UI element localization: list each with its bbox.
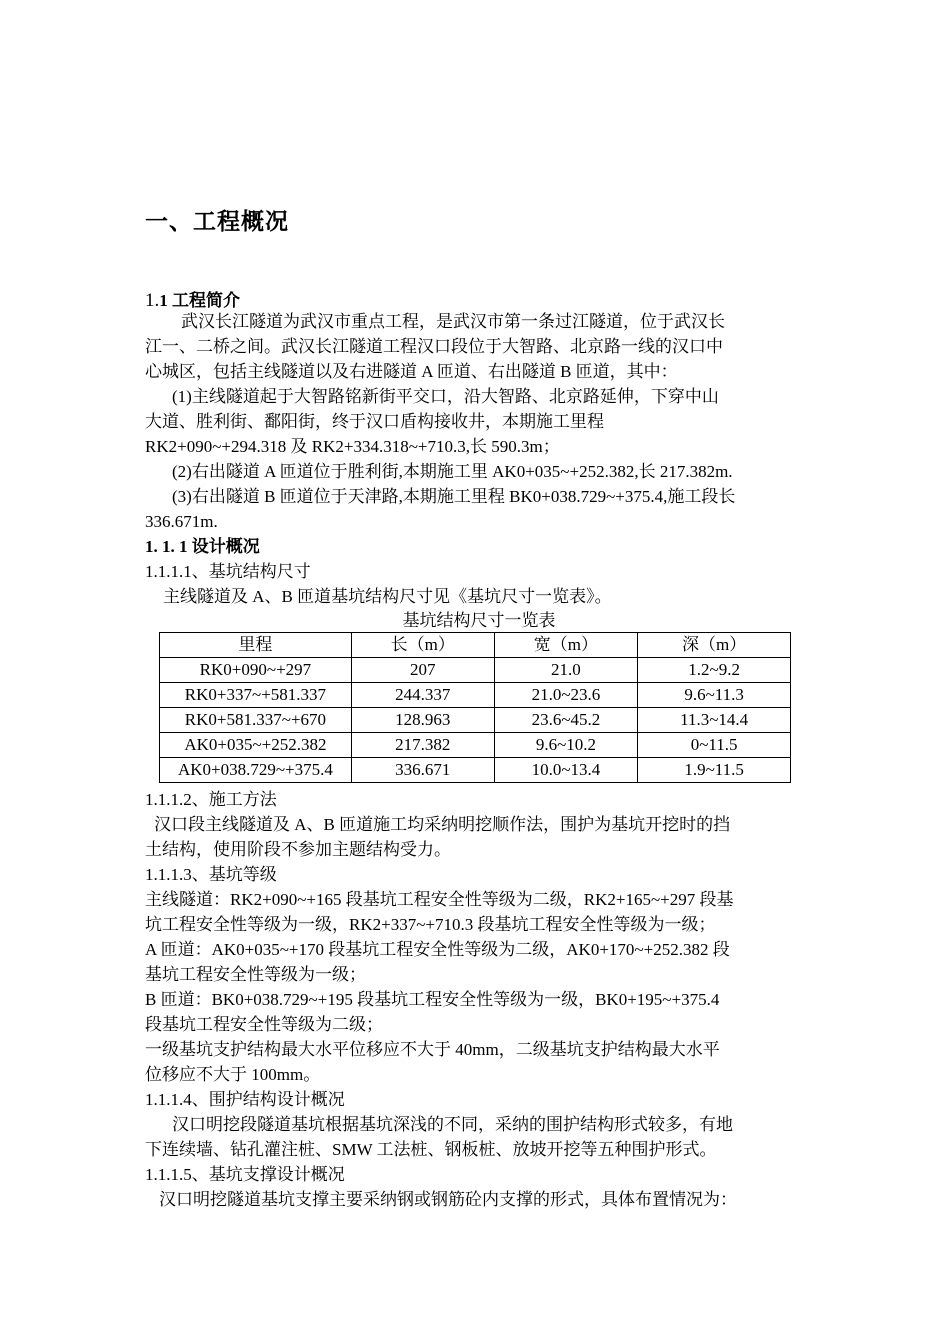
table-row: [160, 733, 791, 758]
table-cell: 9.6~10.2: [494, 733, 638, 758]
table-cell: 128.963: [351, 708, 494, 733]
table-cell: RK0+337~+581.337: [160, 683, 352, 708]
text-line: 主线隧道：RK2+090~+165 段基坑工程安全性等级为二级，RK2+165~+297 段基: [145, 890, 734, 909]
item-1-heading: 1.1.1.1、基坑结构尺寸: [145, 562, 311, 581]
design-section: [145, 534, 813, 609]
text-line: 心城区，包括主线隧道以及右进隧道 A 匝道、右出隧道 B 匝道，其中：: [145, 362, 678, 381]
table-header-cell: 深（m）: [638, 633, 791, 658]
table-row: [160, 658, 791, 683]
table-cell: AK0+035~+252.382: [160, 733, 352, 758]
text-line: 汉口明挖隧道基坑支撑主要采纳钢或钢筋砼内支撑的形式，具体布置情况为：: [159, 1190, 737, 1209]
subsection-number: 1.: [145, 290, 160, 311]
text-line: 基坑工程安全性等级为一级；: [145, 965, 366, 984]
item-2-heading: 1.1.1.2、施工方法: [145, 790, 277, 809]
table-cell: RK0+090~+297: [160, 658, 352, 683]
table-cell: 1.2~9.2: [638, 658, 791, 683]
dimension-table: [159, 632, 791, 783]
table-cell: 10.0~13.4: [494, 758, 638, 783]
table-cell: 23.6~45.2: [494, 708, 638, 733]
text-line: 一级基坑支护结构最大水平位移应不大于 40mm，二级基坑支护结构最大水平: [145, 1040, 720, 1059]
text-line: (3)右出隧道 B 匝道位于天津路,本期施工里程 BK0+038.729~+375.4,施工段长: [172, 487, 736, 506]
text-line: 坑工程安全性等级为一级，RK2+337~+710.3 段基坑工程安全性等级为一级；: [145, 915, 716, 934]
table-cell: 244.337: [351, 683, 494, 708]
text-line: 336.671m.: [145, 512, 218, 531]
text-line: 土结构，使用阶段不参加主题结构受力。: [145, 840, 451, 859]
item-4-heading: 1.1.1.4、围护结构设计概况: [145, 1090, 345, 1109]
text-line: 下连续墙、钻孔灌注桩、SMW 工法桩、钢板桩、放坡开挖等五种围护形式。: [145, 1140, 717, 1159]
table-header-cell: 里程: [160, 633, 352, 658]
item-5-heading: 1.1.1.5、基坑支撑设计概况: [145, 1165, 345, 1184]
intro-paragraph: [145, 309, 813, 534]
item-3-heading: 1.1.1.3、基坑等级: [145, 865, 277, 884]
table-cell: 0~11.5: [638, 733, 791, 758]
text-line: (2)右出隧道 A 匝道位于胜利街,本期施工里 AK0+035~+252.382,长 217.382m.: [172, 462, 733, 481]
table-caption: 基坑结构尺寸一览表: [402, 611, 556, 630]
table-cell: RK0+581.337~+670: [160, 708, 352, 733]
text-line: 位移应不大于 100mm。: [145, 1065, 321, 1084]
text-line: A 匝道：AK0+035~+170 段基坑工程安全性等级为二级，AK0+170~+252.382 段: [145, 940, 730, 959]
table-cell: 336.671: [351, 758, 494, 783]
table-header-row: [160, 633, 791, 658]
table-cell: 11.3~14.4: [638, 708, 791, 733]
text-line: 武汉长江隧道为武汉市重点工程，是武汉市第一条过江隧道，位于武汉长: [181, 312, 725, 331]
text-line: 江一、二桥之间。武汉长江隧道工程汉口段位于大智路、北京路一线的汉口中: [145, 337, 723, 356]
text-line: 大道、胜利街、鄱阳街，终于汉口盾构接收井，本期施工里程: [145, 412, 604, 431]
text-line: 段基坑工程安全性等级为二级；: [145, 1015, 383, 1034]
table-row: [160, 683, 791, 708]
text-line: 汉口明挖段隧道基坑根据基坑深浅的不同，采纳的围护结构形式较多，有地: [172, 1115, 733, 1134]
table-cell: 21.0: [494, 658, 638, 683]
table-cell: 9.6~11.3: [638, 683, 791, 708]
table-header-cell: 宽（m）: [494, 633, 638, 658]
table-cell: 207: [351, 658, 494, 683]
text-line: B 匝道：BK0+038.729~+195 段基坑工程安全性等级为一级，BK0+195~+375.4: [145, 990, 720, 1009]
item-1-text: 主线隧道及 A、B 匝道基坑结构尺寸见《基坑尺寸一览表》。: [163, 587, 612, 606]
table-cell: 217.382: [351, 733, 494, 758]
text-line: 汉口段主线隧道及 A、B 匝道施工均采纳明挖顺作法，围护为基坑开挖时的挡: [154, 815, 731, 834]
table-cell: AK0+038.729~+375.4: [160, 758, 352, 783]
subsection-number-sub: 1: [159, 291, 168, 310]
dimension-table-block: [145, 608, 813, 783]
table-cell: 1.9~11.5: [638, 758, 791, 783]
remaining-sections: [145, 787, 813, 1212]
design-heading: 1. 1. 1 设计概况: [145, 537, 260, 556]
table-header-cell: 长（m）: [351, 633, 494, 658]
table-cell: 21.0~23.6: [494, 683, 638, 708]
text-line: RK2+090~+294.318 及 RK2+334.318~+710.3,长 590.3m；: [145, 437, 560, 456]
subsection-title: 工程简介: [172, 291, 240, 310]
text-line: (1)主线隧道起于大智路铭新街平交口，沿大智路、北京路延伸，下穿中山: [172, 387, 719, 406]
table-row: [160, 758, 791, 783]
table-row: [160, 708, 791, 733]
section-title: 一、工程概况: [145, 209, 289, 235]
